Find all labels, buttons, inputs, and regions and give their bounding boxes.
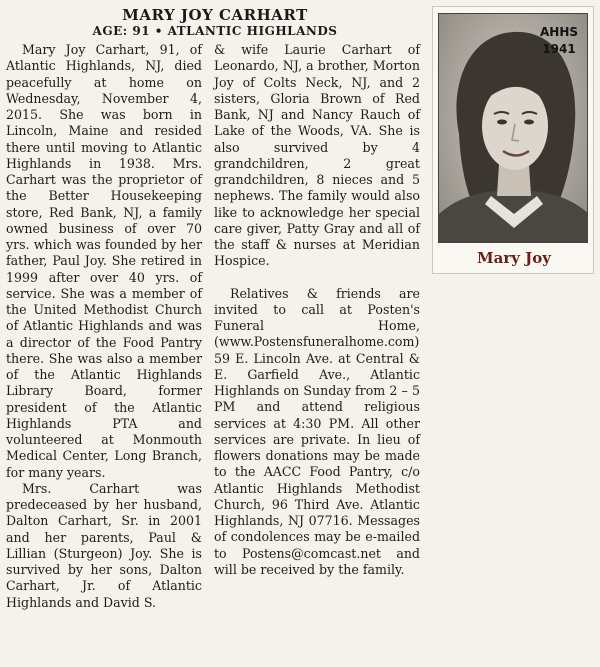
school-tag-text: AHHS — [539, 25, 578, 39]
portrait-photo — [438, 13, 588, 243]
paragraph-gap — [214, 270, 420, 286]
left-text-column — [6, 42, 202, 611]
school-year-tag — [537, 24, 581, 58]
obituary-paragraph-1: Mary Joy Carhart, 91, of Atlantic Highlands, NJ, died peacefully at home on Wednesday, November 4, 2015. She was born in Lincoln, Maine and resided there until moving to Atlantic Highlands in 1938. Mrs. Carhart was the proprietor of the Better Housekeeping store, Red Bank, NJ, a family owned business of over 70 yrs. which was founded by her father, Paul Joy. She retired in 1999 after over 40 yrs. of service. She was a member of the United Methodist Church of Atlantic Highlands and was a director of the Food Pantry there. She was also a member of the Atlantic Highlands Library Board, former president of the Atlantic Highlands PTA and volunteered at Monmouth Medical Center, Long Branch, for many years. — [6, 42, 202, 480]
obituary-paragraph-2: Mrs. Carhart was predeceased by her husband, Dalton Carhart, Sr. in 2001 and her parents, Paul & Lillian (Sturgeon) Joy. She is survived by her sons, Dalton Carhart, Jr. of Atlantic Highlands and David S. — [6, 480, 202, 610]
obituary-paragraph-4: Relatives & friends are invited to call at Posten's Funeral Home, (www.Postensfuneralhome.com) 59 E. Lincoln Ave. at Central & E. Garfield Ave., Atlantic Highlands on Sunday from 2 – 5 PM and attend religious services at 4:30 PM. All other services are private. In lieu of flowers donations may be made to the AACC Food Pantry, c/o Atlantic Highlands Methodist Church, 96 Third Ave. Atlantic Highlands, NJ 07716. Messages of condolences may be e-mailed to Postens@comcast.net and will be received by the family. — [214, 285, 420, 577]
middle-text-column — [214, 42, 420, 578]
photo-caption: Mary Joy — [477, 249, 551, 267]
portrait-frame — [432, 6, 594, 274]
obituary-name-heading: MARY JOY CARHART — [122, 6, 308, 24]
obituary-paragraph-3: & wife Laurie Carhart of Leonardo, NJ, a brother, Morton Joy of Colts Neck, NJ, and 2 sisters, Gloria Brown of Red Bank, NJ and Nancy Rauch of Lake of the Woods, VA. She is also survived by 4 grandchildren, 2 great grandchildren, 8 nieces and 5 nephews. The family would also like to acknowledge her special care giver, Patty Gray and all of the staff & nurses at Meridian Hospice. — [214, 42, 420, 269]
age-location-subheading: AGE: 91 • ATLANTIC HIGHLANDS — [92, 24, 338, 38]
year-tag-text: 1941 — [542, 42, 576, 56]
